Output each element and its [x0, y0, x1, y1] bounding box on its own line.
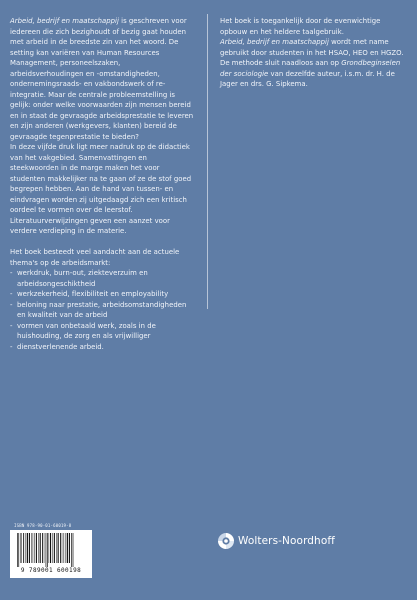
topic-item: - vormen van onbetaald werk, zoals in de huishouding, de zorg en als vrijwilliger [10, 321, 195, 342]
intro-book-title: Arbeid, bedrijf en maatschappij [10, 17, 119, 25]
barcode [10, 530, 92, 578]
paragraph-gap [10, 237, 195, 248]
didactics-paragraph: In deze vijfde druk ligt meer nadruk op de didactiek van het vakgebied. Samenvattingen en steekwoorden in de marge maken het voor studenten makkelijker na te gaan of ze de stof goed begrepen hebben. Aan de hand van tussen- en eindvragen worden zij uitgedaagd zich een kritisch oordeel te vormen over de leerstof. Literatuurverwijzingen geven een aanzet voor verdere verdieping in de materie. [10, 143, 192, 235]
topic-item: - dienstverlenende arbeid. [10, 342, 195, 353]
topics-intro: Het boek besteedt veel aandacht aan de actuele thema's op de arbeidsmarkt: [10, 248, 180, 267]
barcode-digits: 9 789001 600198 [20, 567, 82, 574]
intro-text: is geschreven voor iedereen die zich bezighoudt of bezig gaat houden met arbeid in de breedste zin van het woord. De setting kan variëren van Human Resources Management, personeelszaken, arbeidsverhoudingen en -omstandigheden, ondernemingsraads- en vakbondswerk of re-integratie. Maar de centrale probleemstelling is gelijk: onder welke voorwaarden zijn mensen bereid en in staat de gevraagde arbeidsprestatie te leveren en zijn anderen (werkgevers, klanten) bereid de gevraagde tegenprestatie te bieden? [10, 17, 194, 141]
usage-paragraph [220, 37, 405, 90]
usage-book-title: Arbeid, bedrijf en maatschappij [220, 38, 329, 46]
publisher-name: Wolters-Noordhoff [238, 535, 335, 547]
publisher [217, 532, 335, 550]
column-divider [207, 14, 208, 309]
related-book-title: Grondbeginselen der sociologie [220, 59, 401, 78]
isbn-label: ISBN 978-90-01-60019-8 [14, 523, 72, 528]
topic-item: - werkdruk, burn-out, ziekteverzuim en arbeidsongeschiktheid [10, 268, 195, 289]
usage-text: wordt met name gebruikt door studenten in het HSAO, HEO en HGZO. De methode sluit naadloos aan op [220, 38, 404, 67]
right-column [220, 16, 405, 90]
topic-item: - beloning naar prestatie, arbeidsomstandigheden en kwaliteit van de arbeid [10, 300, 195, 321]
topics-list [10, 268, 195, 352]
wolters-kluwer-logo-icon [217, 532, 235, 550]
accessibility-paragraph: Het boek is toegankelijk door de evenwichtige opbouw en het heldere taalgebruik. [220, 17, 381, 36]
barcode-bars-icon [17, 533, 85, 567]
usage-text-end: van dezelfde auteur, i.s.m. dr. H. de Jager en drs. G. Sipkema. [220, 69, 395, 88]
topic-item: - werkzekerheid, flexibiliteit en employability [10, 289, 195, 300]
left-column [10, 16, 195, 352]
intro-paragraph [10, 16, 195, 142]
